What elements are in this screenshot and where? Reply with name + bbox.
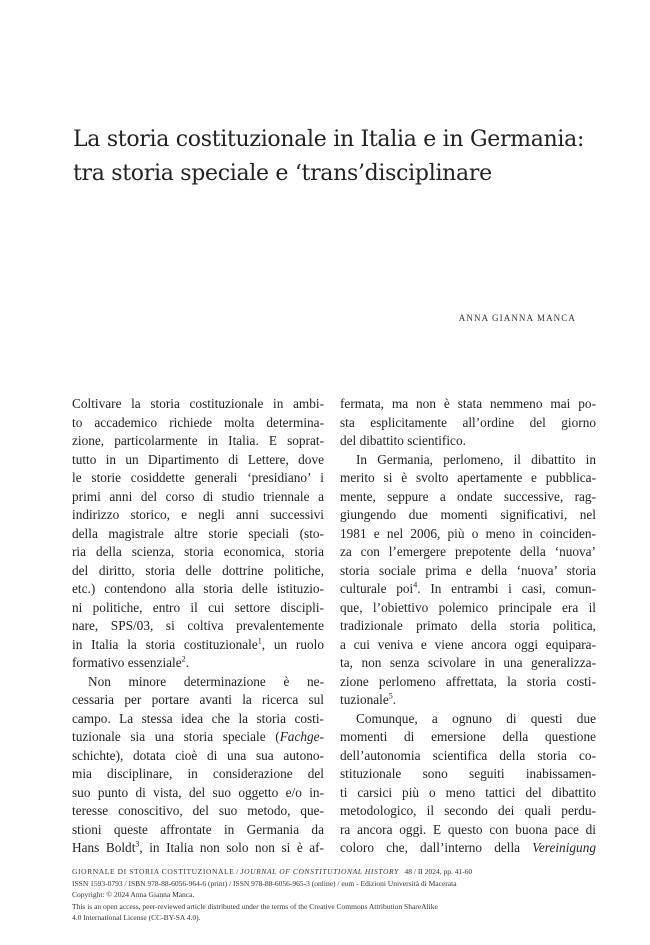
text-line: mia disciplinare, in considerazione del [72,766,324,781]
text-line: campo. La stessa idea che la storia costi- [72,710,324,726]
text-line: tutto in un Dipartimento di Lettere, dove [72,451,324,467]
text-line [340,580,596,599]
text-line: stituzionale sono seguiti inabissamen- [340,766,596,781]
body-column-left [72,395,324,858]
footnote-ref-3[interactable]: 3 [135,839,140,849]
text-line: zione, particolarmente in Italia. E soprat- [72,433,324,448]
text-line [72,654,324,673]
text-line: storia sociale prima e della ‘nuova’ storia [340,562,596,578]
page-footer [72,866,602,924]
footer-license-2: 4.0 International License (CC-BY-SA 4.0). [72,913,201,922]
text-line: 1981 e nel 2006, più o meno in coinciden- [340,525,596,541]
text-segment: . [392,692,397,707]
article-title [73,123,613,191]
journal-name: GIORNALE DI STORIA COSTITUZIONALE [72,867,235,876]
text-segment: tuzionale [340,692,389,707]
journal-name-en: JOURNAL OF CONSTITUTIONAL HISTORY [240,867,399,876]
text-line [72,636,324,655]
body-column-right [340,395,596,858]
text-line: etc.) contendono alla storia delle istituzio- [72,581,324,596]
text-line: zione perlomeno affrettata, la storia costi- [340,673,596,689]
footer-journal-line [72,866,602,878]
title-line-1: La storia costituzionale in Italia e in Germania: [73,127,585,152]
text-segment: tuzionale sia una storia speciale ( [72,729,280,744]
text-line: tradizionale primato della storia politica, [340,618,596,633]
text-line: ti carsici più o meno tattici del dibattito [340,784,596,800]
text-line [340,691,596,710]
footer-issn: ISSN 1593-0793 / ISBN 978-88-6056-964-6 (print) / ISSN 978-88-6056-965-3 (online) / eum - Edizioni Università di Macerata [72,878,457,888]
text-segment: Hans Boldt [72,840,136,855]
footer-copyright: Copyright: © 2024 Anna Gianna Manca. [72,890,195,899]
footnote-ref-2[interactable]: 2 [181,654,186,664]
text-line: schichte), dotata cioè di una sua autono- [72,747,324,763]
text-line [340,839,596,858]
footnote-ref-5[interactable]: 5 [388,691,393,701]
text-segment: , un ruolo [261,636,324,652]
footnote-ref-4[interactable]: 4 [413,580,418,590]
text-line: Comunque, a ognuno di questi due [356,710,596,726]
text-line: merito si è svolto apertamente e pubblica- [340,470,596,485]
text-line: della magistrale altre storie speciali (sto- [72,525,324,541]
text-line: primi anni del corso di studio triennale a [72,488,324,504]
text-line: giungendo due momenti significativi, nel [340,507,596,522]
text-line: ta, non senza scivolare in una generalizza- [340,655,596,670]
text-line: sta esplicitamente all’ordine del giorno [340,414,596,430]
text-line: za con l’emergere prepotente della ‘nuova’ [340,544,596,559]
text-line: nare, SPS/03, si coltiva prevalentemente [72,618,324,633]
text-segment: , in Italia non solo non si è af- [139,840,324,855]
text-line: momenti di emersione della questione [340,729,596,744]
author-name: ANNA GIANNA MANCA [458,313,576,323]
text-line: le storie cosiddette generali ‘presidiano’ i [72,470,324,485]
text-line: indirizzo storico, e negli anni successivi [72,507,324,522]
text-segment: . In entrambi i casi, comun- [417,581,596,596]
footnote-ref-1[interactable]: 1 [257,636,262,646]
italic-term: Fachge- [279,729,324,744]
text-line: In Germania, perlomeno, il dibattito in [356,451,596,467]
text-segment: in Italia la storia costituzionale [72,636,258,652]
text-line: ria della scienza, storia economica, storia [72,544,324,559]
title-line-2: tra storia speciale e ‘trans’disciplinare [73,161,492,186]
text-line: to accademico richiede molta determina- [72,414,324,430]
text-segment: formativo essenziale [72,655,182,670]
text-line: fermata, ma non è stata nemmeno mai po- [340,396,596,411]
journal-separator: / [234,867,241,876]
footer-license-1: This is an open access, peer-reviewed article distributed under the terms of the Creative Commons Attribution ShareAlike [72,901,438,911]
text-segment: culturale poi [340,581,414,596]
text-line: metodologico, il secondo dei quali perdu- [340,803,596,818]
text-segment: coloro che, dall’interno della [340,840,533,855]
issue-info: 48 / II 2024, pp. 41-60 [404,867,473,876]
text-line: cessaria per portare avanti la ricerca sul [72,692,324,707]
text-line: que, l’obiettivo polemico principale era il [340,599,596,615]
text-line [72,728,324,747]
text-line [72,839,324,858]
text-line: Coltivare la storia costituzionale in ambi- [72,396,324,411]
text-line: mente, seppure a ondate successive, rag- [340,488,596,504]
text-segment: . [185,655,189,670]
text-line: del dibattito scientifico. [340,433,466,448]
text-line: suo punto di vista, del suo oggetto e/o in- [72,784,324,800]
italic-term: Vereinigung [532,840,596,855]
text-line: dell’autonomia scientifica della storia co- [340,747,596,763]
text-line: del diritto, storia delle dottrine politiche, [72,562,324,578]
text-line: stioni queste affrontate in Germania da [72,821,324,837]
text-line: ni politiche, entro il cui settore discipli- [72,599,324,615]
text-line: a cui veniva e viene ancora oggi equipara- [340,636,596,652]
text-line: Non minore determinazione è ne- [88,673,324,689]
text-line: teresse conoscitivo, del suo metodo, que- [72,803,324,818]
text-line: ra ancora oggi. E questo con buona pace di [340,821,596,837]
